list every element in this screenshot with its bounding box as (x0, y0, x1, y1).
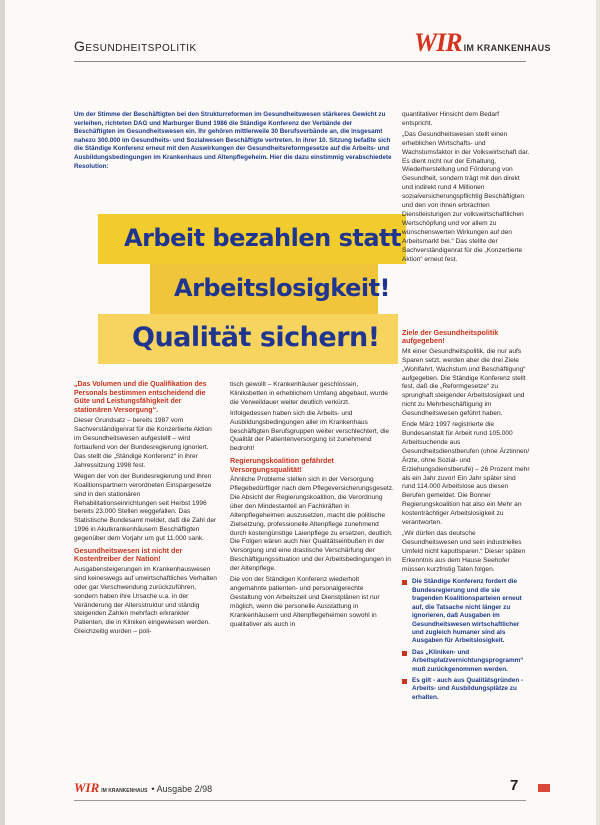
col1-heading: Gesundheitswesen ist nicht der Kostentreiber der Nation! (74, 546, 183, 564)
list-item-text: Es gilt - auch aus Qualitätsgründen - Arbeits- und Ausbildungsplätze zu erhalten. (412, 676, 524, 701)
column-2 (230, 381, 394, 631)
column-1 (74, 381, 220, 639)
list-item (402, 578, 530, 645)
col2-heading: Regierungskoalition gefährdet Versorgungsqualität! (230, 456, 334, 474)
col2-p4: Die von der Ständigen Konferenz wiederholt angemahnte patienten- und personalgerechte Gestaltung von Arbeitszeit und Dienstplänen ist nur möglich, wenn die personelle Ausstattung in Krankenhäusern und Altenpflegeheimen sowohl in qualitativer als auch in (230, 576, 380, 628)
footer (74, 780, 212, 796)
bullet-square-icon (402, 580, 407, 585)
banner-line-3: Qualität sichern! (132, 322, 380, 353)
col2-p3: Ähnliche Probleme stellen sich in der Versorgung Pflegebedürftiger nach dem Pflegeversicherungsgesetz. Die Absicht der Regierungskoalition, die Verordnung über den Mindestanteil an Fachkräften in Altenpflegeheimen auszusetzen, macht die politische Zielsetzung, professionelle Altenpflege zunehmend durch kostengünstige Laienpflege zu ersetzen, deutlich. Die Folgen wären auch hier Qualitätseinbußen in der Versorgung und eine drastische Verschärfung der Beschäftigungssituation und der Arbeitsbedingungen in der Altenpflege. (230, 476, 394, 573)
right-top-column (402, 111, 530, 266)
footer-logo-subtitle: IM KRANKENHAUS (101, 788, 148, 794)
col3-p1: Mit einer Gesundheitspolitik, die nur aufs Sparen setzt, werden aber die drei Ziele „Wohlfahrt, Wachstum und Beschäftigung“ aufgegeben. Die Ständige Konferenz stellt fest, daß die „Reformgesetze“ zu sprunghaft steigender Arbeitslosigkeit und nicht zu Mehrbeschäftigung im Gesundheitswesen geführt haben. (402, 347, 526, 418)
col3-p3: „Wir dürfen das deutsche Gesundheitswesen und sein industrielles Umfeld nicht kaputtsparen.“ Dieser späten Erkenntnis aus dem Hause Seehofer müssen kurzfristig Taten folgen. (402, 529, 526, 573)
right-top-p1: quantitativer Hinsicht dem Bedarf entspricht. (402, 111, 500, 127)
logo-subtitle: IM KRANKENHAUS (463, 43, 551, 53)
section-title: Gesundheitspolitik (74, 38, 197, 54)
col1-p1: Dieser Grundsatz – bereits 1987 vom Sachverständigenrat für die Konzertierte Aktion im Gesundheitswesen aufgestellt – wird fortlaufend von der Bundesregierung ignoriert. Das stellt die „Ständige Konferenz“ in ihrer Jahressitzung 1998 fest. (74, 417, 212, 469)
column-3 (402, 326, 530, 705)
footer-logo-wir: WIR (74, 780, 100, 795)
logo-wir: WIR (414, 28, 462, 57)
col3-heading: Ziele der Gesundheitspolitik aufgegeben! (402, 328, 499, 346)
page-corner-mark (538, 784, 550, 792)
list-item-text: Das „Kliniken- und Arbeitsplatzvernichtungsprogramm“ muß zurückgenommen werden. (412, 648, 524, 673)
list-item-text: Die Ständige Konferenz fordert die Bundesregierung und die sie tragenden Koalitionsparteien erneut auf, die Tatsache nicht länger zu ignorieren, daß Ausgaben im Gesundheitswesen wirtschaftlicher und zugleich humaner sind als Ausgaben für Arbeitslosigkeit. (412, 578, 522, 645)
footer-rule (74, 800, 526, 801)
banner-line-2: Arbeitslosigkeit! (174, 274, 390, 302)
issue-label: • Ausgabe 2/98 (151, 784, 213, 794)
magazine-logo (414, 28, 551, 58)
bullet-square-icon (402, 679, 407, 684)
col3-p2: Ende März 1997 registrierte die Bundesanstalt für Arbeit rund 105.000 Arbeitsuchende aus Gesundheitsdienstberufen (ohne Ärztinnen/Ärzte, ohne Sozial- und Erziehungsdienstberufe) – 26 Prozent mehr als ein Jahr zuvor! Ein Jahr später sind rund 114.000 Arbeitslose aus diesen Berufen gemeldet. Die Bonner Regierungskoalition hat also ein Mehr an kostenträchtiger Arbeitslosigkeit zu verantworten. (402, 421, 530, 527)
right-top-p2: „Das Gesundheitswesen stellt einen erheblichen Wirtschafts- und Wachstumsfaktor in der Volkswirtschaft dar. Es dient nicht nur der Erhaltung, Wiederherstellung und Förderung von Gesundheit, sondern trägt mit den direkt und indirekt rund 4 Millionen sozialversicherungspflichtig Beschäftigten und den von ihnen erbrachten Dienstleistungen zur volkswirtschaftlichen Wertschöpfung und vor allem zu wünschenswerten Wirkungen auf den Arbeitsmarkt bei.“ Das stellte der Sachverständigenrat für die „Konzertierte Aktion“ erneut fest. (402, 130, 530, 263)
list-item (402, 677, 530, 702)
list-item (402, 649, 530, 674)
page-edge-right (596, 0, 600, 825)
page-number: 7 (510, 777, 519, 794)
col1-p3: Ausgabensteigerungen im Krankenhauswesen sind keineswegs auf unwirtschaftliches Verhalten oder gar Verschwendung zurückzuführen, sondern haben ihre Ursache u.a. in der Veränderung der Altersstruktur und ständig steigenden Zahlen mehrfach erkrankter Patienten, die in Kliniken eingewiesen werden. Gleichzeitig wurden – poli- (74, 565, 217, 636)
demands-list (402, 578, 530, 702)
banner-line-1: Arbeit bezahlen statt (124, 224, 401, 252)
bullet-square-icon (402, 651, 407, 656)
col1-lead: „Das Volumen und die Qualifikation des Personals bestimmen entscheidend die Güte und Leistungsfähigkeit der stationären Versorgung“. (74, 381, 207, 414)
header-rule (74, 61, 526, 62)
col2-p2: Infolgedessen haben sich die Arbeits- und Ausbildungsbedingungen aller im Krankenhaus beschäftigten Berufsgruppen weiter verschlechtert, die Qualität der Patientenversorgung ist zunehmend bedroht! (230, 409, 390, 453)
col2-p1: tisch gewollt – Krankenhäuser geschlossen, Kliniksbetten in erheblichem Umfang abgebaut, wurde die Verweildauer weiter deutlich verkürzt. (230, 381, 388, 406)
page-edge (0, 0, 5, 825)
col1-p2: Wegen der von der Bundesregierung und ihren Koalitionspartnern verordneten Einspargesetze sind in den stationären Rehabilitationseinrichtungen seit Herbst 1996 bereits 23.000 Stellen weggefallen. Das Statistische Bundesamt meldet, daß die Zahl der 1996 in Akutkrankenhäusern Beschäftigten gegenüber dem Vorjahr um gut 11.000 sank. (74, 472, 217, 543)
intro-paragraph: Um der Stimme der Beschäftigten bei den Strukturreformen im Gesundheitswesen stärkeres Gewicht zu verleihen, richteten DAG und Marburger Bund 1986 die Ständige Konferenz der Verbände der Beschäftigten im Gesundheitswesen ein. Ihr gehören mittlerweile 30 Berufsverbände an, die insgesamt nahezu 300.000 im Gesundheits- und Sozialwesen Beschäftigte vertreten. In ihrer 10. Sitzung befaßte sich die Ständige Konferenz erneut mit den Auswirkungen der Gesundheitsreformgesetze auf die Arbeits- und Ausbildungsbedingungen im Krankenhaus und Altenpflegeheim. Hier die dazu einstimmig verabschiedete Resolution: (74, 111, 392, 170)
